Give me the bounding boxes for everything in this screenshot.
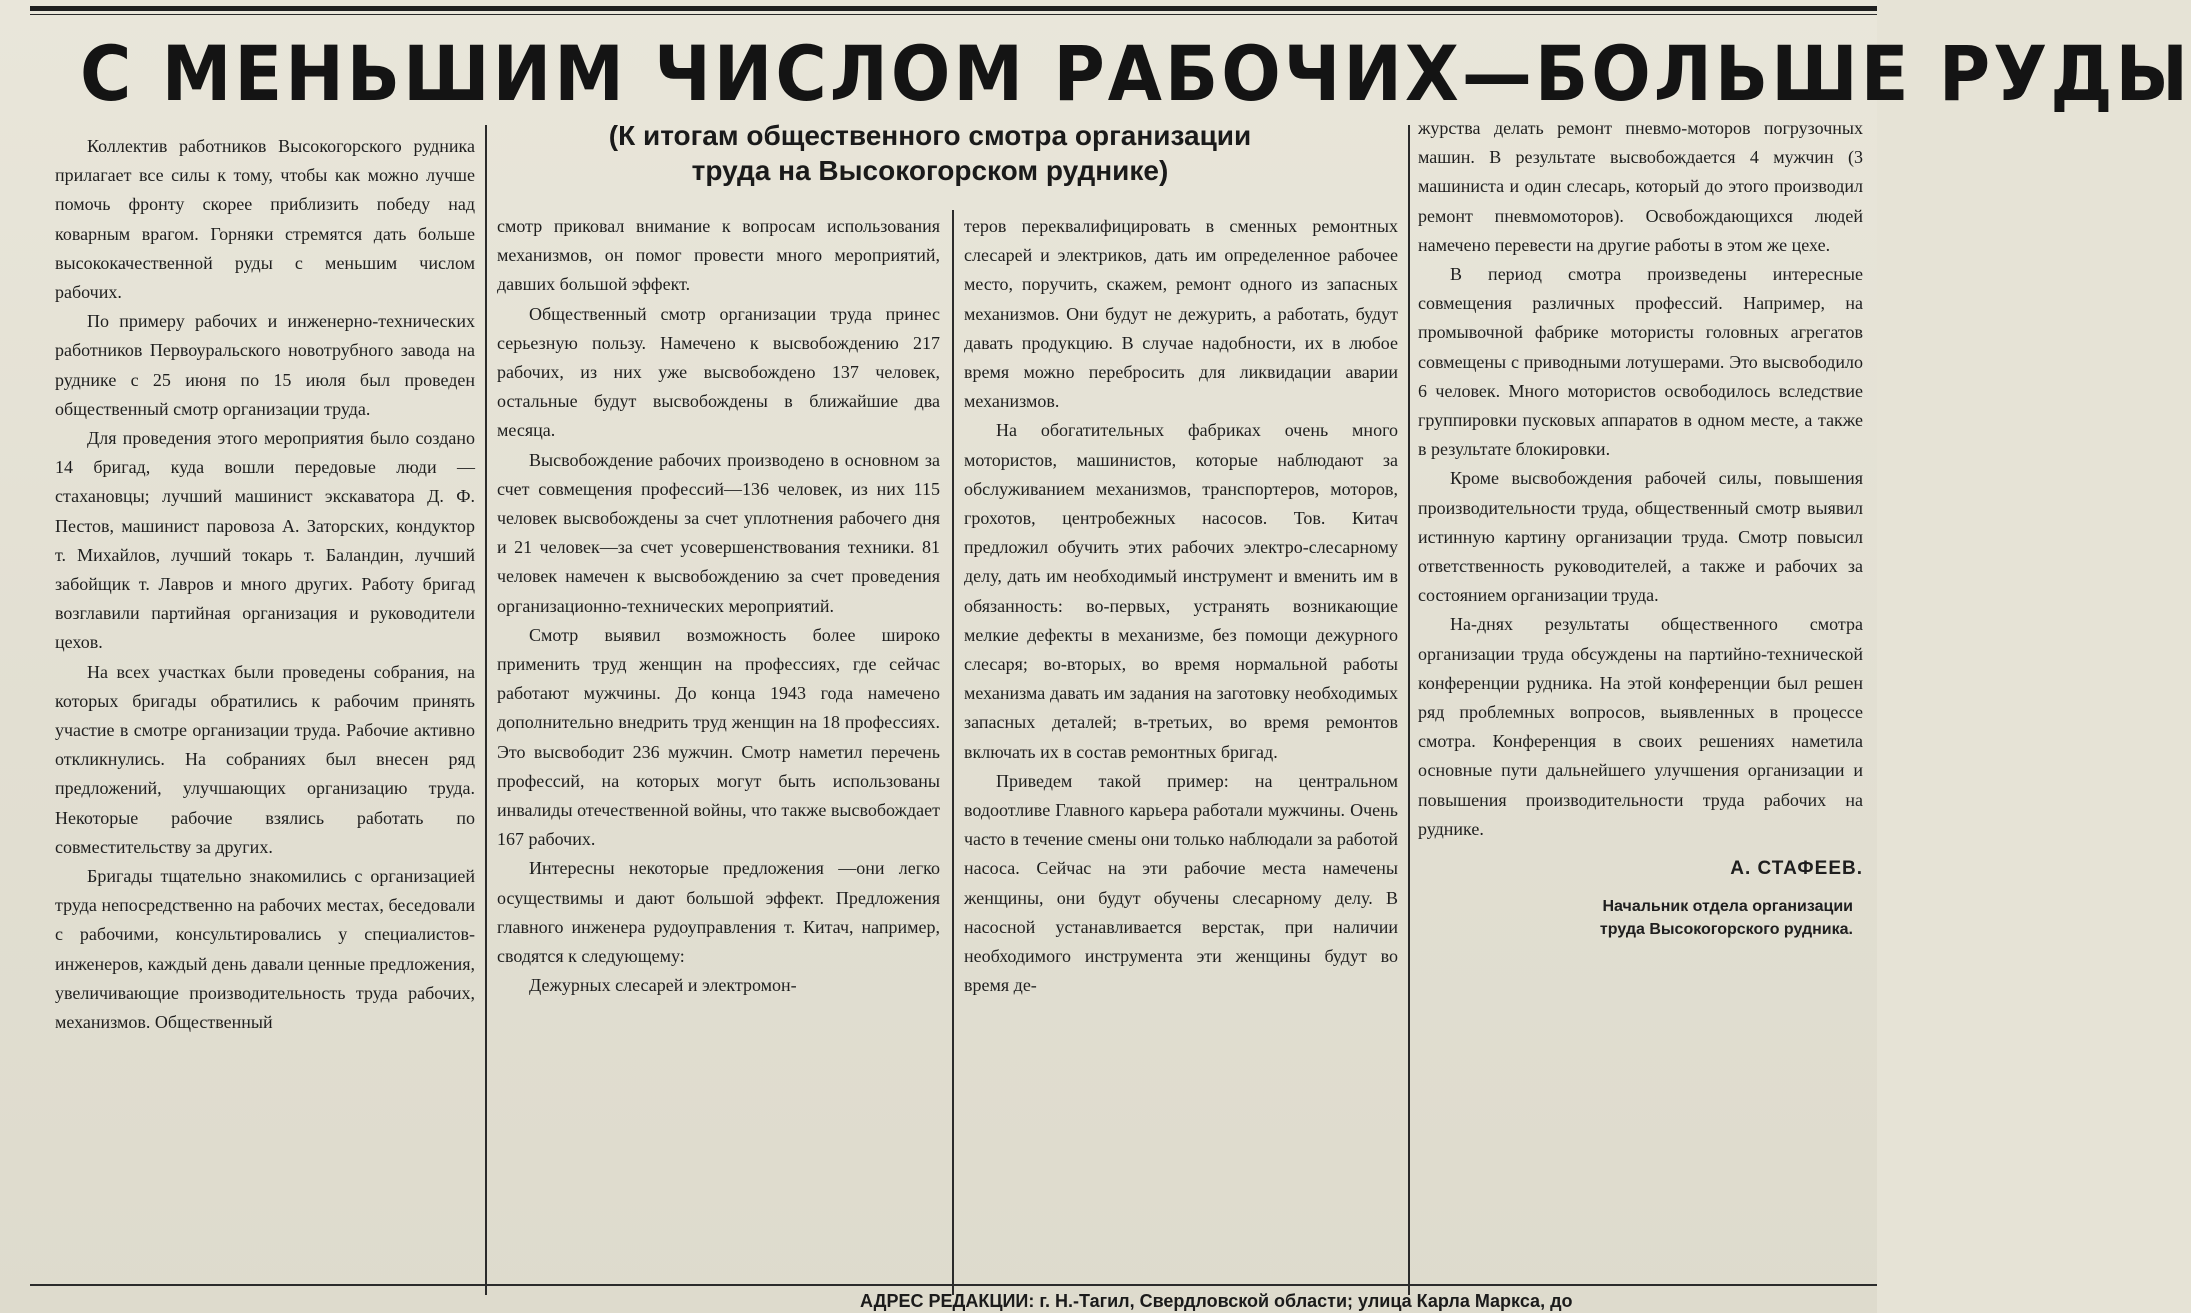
paragraph: Общественный смотр организации труда принес серьезную пользу. Намечено к высвобождению 217 рабочих, из них уже высвобождено 137 человек, остальные будут высвобождены в ближайшие два месяца.	[497, 303, 940, 441]
paragraph: Дежурных слесарей и электромон-	[529, 975, 797, 996]
paragraph: Высвобождение рабочих производено в основном за счет совмещения профессий—136 человек, из них 115 человек высвобождены за счет уплотнения рабочего дня и 21 человек—за счет усовершенствования техники. 81 человек намечен к высвобождению за счет проведения организационно-технических мероприятий.	[497, 449, 940, 616]
subtitle-line: труда на Высокогорском руднике)	[691, 155, 1169, 186]
headline: С МЕНЬШИМ ЧИСЛОМ РАБОЧИХ—БОЛЬШЕ РУДЫ	[80, 29, 2191, 119]
paragraph: Коллектив работников Высокогорского рудника прилагает все силы к тому, чтобы как можно лучше помочь фронту скорее приблизить победу над коварным врагом. Горняки стремятся дать больше высококачественной руды с меньшим числом рабочих.	[55, 136, 475, 303]
paragraph: На-днях результаты общественного смотра организации труда обсуждены на партийно-технической конференции рудника. На этой конференции был решен ряд проблемных вопросов, выявленных в процессе смотра. Конференция в своих решениях наметила основные пути дальнейшего улучшения организации и повышения производительности труда рабочих на руднике.	[1418, 614, 1863, 839]
top-rule	[30, 6, 1877, 11]
paragraph: Для проведения этого мероприятия было создано 14 бригад, куда вошли передовые люди — стахановцы; лучший машинист экскаватора Д. Ф. Пестов, машинист паровоза А. Заторских, кондуктор т. Михайлов, лучший токарь т. Баландин, лучший забойщик т. Лавров и много других. Работу бригад возглавили партийная организация и руководители цехов.	[55, 428, 475, 653]
author-position	[1418, 895, 1863, 941]
paragraph: Интересны некоторые предложения —они легко осуществимы и дают большой эффект. Предложения главного инженера рудоуправления т. Китач, например, сводятся к следующему:	[497, 858, 940, 967]
paragraph: Бригады тщательно знакомились с организацией труда непосредственно на рабочих местах, беседовали с рабочими, консультировались у специалистов-инженеров, каждый день давали ценные предложения, увеличивающие производительность труда рабочих, механизмов. Общественный	[55, 866, 475, 1033]
paragraph: Кроме высвобождения рабочей силы, повышения производительности труда, общественный смотр выявил истинную картину организации труда. Смотр повысил ответственность руководителей, а также и рабочих за состоянием организации труда.	[1418, 468, 1863, 606]
author-position-line: Начальник отдела организации	[1602, 898, 1853, 916]
editorial-address: АДРЕС РЕДАКЦИИ: г. Н.-Тагил, Свердловской области; улица Карла Маркса, до	[860, 1291, 1573, 1311]
paragraph: Приведем такой пример: на центральном водоотливе Главного карьера работали мужчины. Очень часто в течение смены они только наблюдали за работой насоса. Сейчас на эти рабочие места намечены женщины, они будут обучены слесарному делу. В насосной устанавливается верстак, при наличии необходимого инструмента эти женщины будут во время де-	[964, 770, 1398, 996]
article-column-2	[497, 212, 940, 1282]
author-signature: А. СТАФЕЕВ.	[1730, 858, 1863, 880]
paragraph: смотр приковал внимание к вопросам использования механизмов, он помог провести много мероприятий, давших большой эффект.	[497, 216, 940, 295]
column-rule	[1408, 125, 1410, 1295]
article-column-1	[55, 132, 475, 1282]
article-column-4	[1418, 114, 1863, 1282]
paragraph: На обогатительных фабриках очень много мотористов, машинистов, которые наблюдают за обслуживанием механизмов, транспортеров, моторов, грохотов, центробежных насосов. Тов. Китач предложил обучить этих рабочих электро-слесарному делу, дать им необходимый инструмент и вменить им в обязанность: во-первых, устранять возникающие мелкие дефекты в механизме, без помощи дежурного слесаря; во-вторых, во время нормальной работы механизма давать им задания на заготовку необходимых запасных деталей; в-третьих, во время ремонтов включать их в состав ремонтных бригад.	[964, 420, 1398, 762]
author-position-line: труда Высокогорского рудника.	[1599, 921, 1853, 939]
subtitle-line: (К итогам общественного смотра организации	[608, 120, 1252, 151]
bottom-rule	[30, 1284, 1877, 1286]
top-rule-thin	[30, 14, 1877, 15]
paragraph: Смотр выявил возможность более широко применить труд женщин на профессиях, где сейчас работают мужчины. До конца 1943 года намечено дополнительно внедрить труд женщин на 18 профессиях. Это высвободит 236 мужчин. Смотр наметил перечень профессий, на которых могут быть использованы инвалиды отечественной войны, что также высвобождает 167 рабочих.	[497, 624, 940, 850]
column-rule	[952, 210, 954, 1295]
paragraph: В период смотра произведены интересные совмещения различных профессий. Например, на промывочной фабрике мотористы головных агрегатов совмещены с приводными лотушерами. Это высвободило 6 человек. Много мотористов освободилось вследствие группировки пусковых аппаратов в одном месте, а также в результате блокировки.	[1418, 264, 1863, 460]
paragraph: На всех участках были проведены собрания, на которых бригады обратились к рабочим принять участие в смотре организации труда. Рабочие активно откликнулись. На собраниях был внесен ряд предложений, улучшающих организацию труда. Некоторые рабочие взялись работать по совместительству за других.	[55, 661, 475, 857]
article-column-3	[964, 212, 1398, 1282]
paragraph: журства делать ремонт пневмо-моторов погрузочных машин. В результате высвобождается 4 мужчин (3 машиниста и один слесарь, который до этого производил ремонт пневмомоторов). Освобождающихся людей намечено перевести на другие работы в этом же цехе.	[1418, 118, 1863, 255]
subtitle	[500, 118, 1360, 188]
paragraph: По примеру рабочих и инженерно-технических работников Первоуральского новотрубного завода на руднике с 25 июня по 15 июля был проведен общественный смотр организации труда.	[55, 311, 475, 419]
paragraph: теров переквалифицировать в сменных ремонтных слесарей и электриков, дать им определенное рабочее место, поручить, скажем, ремонт одного из запасных механизмов. Они будут не дежурить, а работать, будут давать продукцию. В случае надобности, их в любое время можно перебросить для ликвидации аварии механизмов.	[964, 216, 1398, 412]
column-rule	[485, 125, 487, 1295]
